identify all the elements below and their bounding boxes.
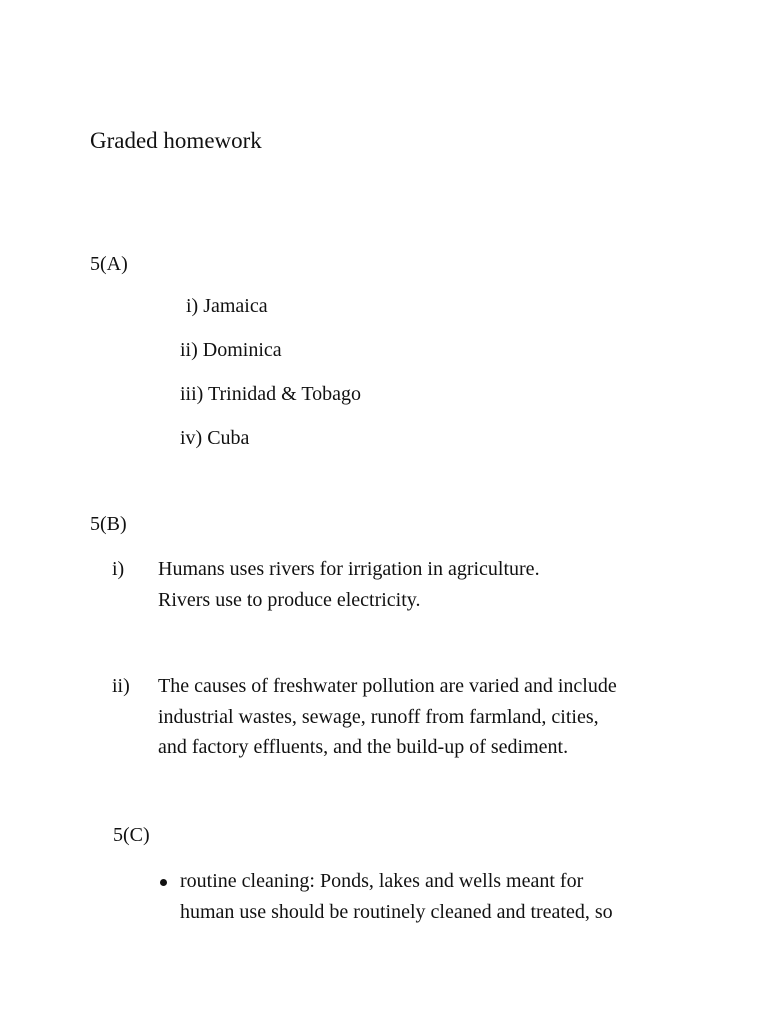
answer-paragraph xyxy=(158,554,540,615)
section-heading-5a: 5(A) xyxy=(90,253,128,275)
paragraph-line: Rivers use to produce electricity. xyxy=(158,588,421,611)
paragraph-line: human use should be routinely cleaned and treated, so xyxy=(180,901,613,923)
paragraph-line: The causes of freshwater pollution are varied and include xyxy=(158,675,617,697)
item-number: i) xyxy=(112,558,125,580)
list-item: iii) Trinidad & Tobago xyxy=(180,383,362,405)
bullet-dot-icon xyxy=(160,879,167,886)
answer-paragraph xyxy=(158,671,617,763)
paragraph-line: industrial wastes, sewage, runoff from farmland, cities, xyxy=(158,705,599,728)
section-heading-5c: 5(C) xyxy=(113,824,150,846)
list-item: iv) Cuba xyxy=(180,427,250,449)
item-number: ii) xyxy=(112,675,130,697)
list-item: ii) Dominica xyxy=(180,339,282,361)
paragraph-line: Humans uses rivers for irrigation in agriculture. xyxy=(158,558,540,580)
paragraph-line: routine cleaning: Ponds, lakes and wells meant for xyxy=(180,870,584,892)
section-heading-5b: 5(B) xyxy=(90,513,127,535)
list-item: i) Jamaica xyxy=(186,295,268,317)
page-title: Graded homework xyxy=(90,128,262,153)
bullet-paragraph xyxy=(180,866,613,928)
paragraph-line: and factory effluents, and the build-up of sediment. xyxy=(158,736,569,758)
